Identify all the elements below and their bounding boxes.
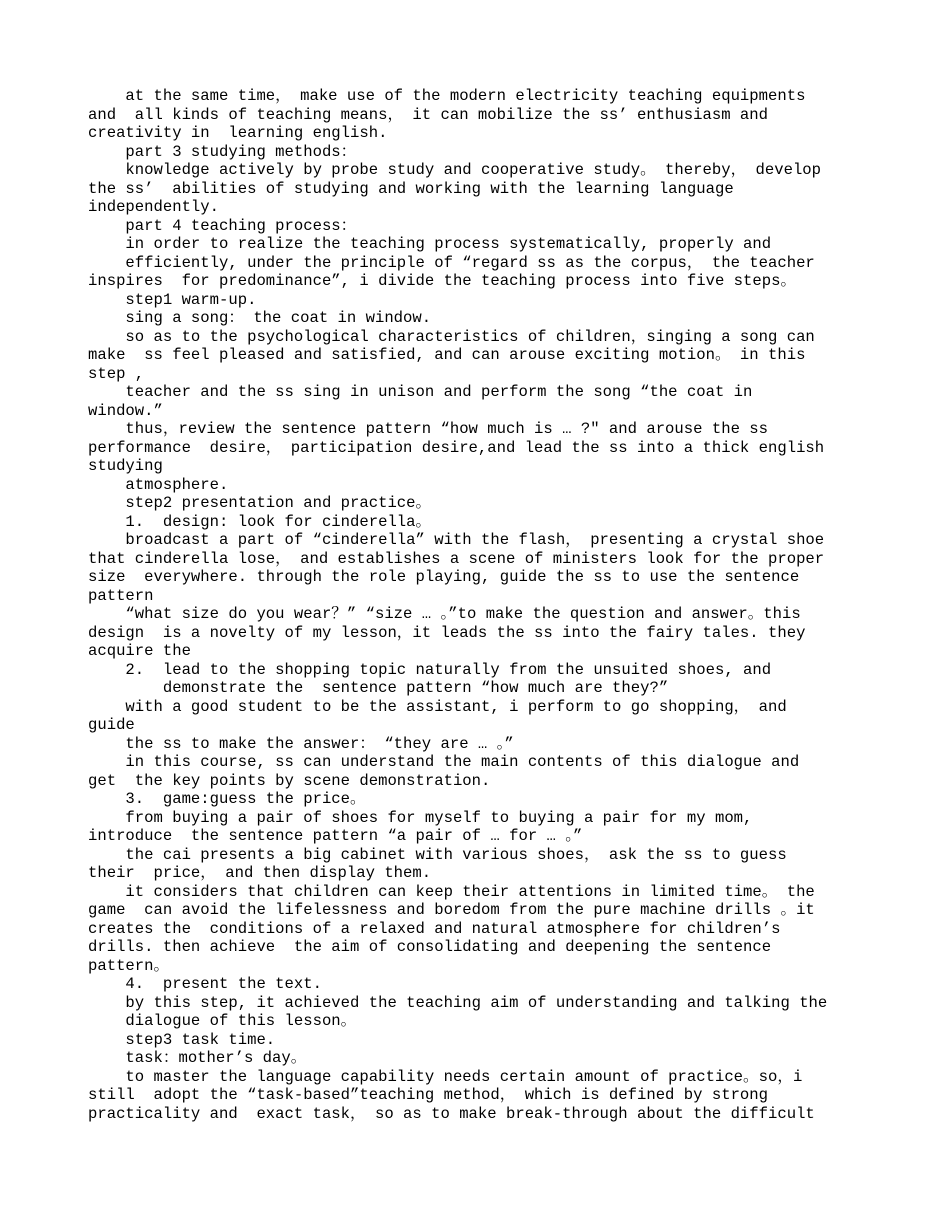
text-line: practicality and exact task， so as to make break-through about the difficult [88,1104,815,1123]
text-line: 2. lead to the shopping topic naturally from the unsuited shoes, and [88,660,772,679]
text-line: sing a song： the coat in window. [88,309,432,327]
text-line: in this course, ss can understand the main contents of this dialogue and [88,753,800,771]
text-line: still adopt the “task-based”teaching method， which is defined by strong [88,1086,768,1104]
text-line: “what size do you wear？” “size … 。”to make the question and answer。this [88,605,801,623]
text-line: atmosphere. [88,475,229,494]
text-line: size everywhere. through the role playing, guide the ss to use the sentence [88,568,800,586]
text-line: part 4 teaching process： [88,216,357,235]
text-line: in order to realize the teaching process systematically, properly and [88,235,772,253]
text-line: with a good student to be the assistant, i perform to go shopping， and [88,697,787,716]
text-line: knowledge actively by probe study and cooperative study。 thereby， develop [88,161,822,179]
text-line: get the key points by scene demonstration. [88,771,491,790]
text-line: 1. design: look for cinderella。 [88,512,432,531]
text-line: creates the conditions of a relaxed and natural atmosphere for children’s [88,919,781,938]
text-line: efficiently, under the principle of “regard ss as the corpus， the teacher [88,253,815,272]
text-line: creativity in learning english. [88,124,388,142]
text-line: step1 warm-up. [88,290,257,309]
text-line: drills. then achieve the aim of consolidating and deepening the sentence [88,938,772,956]
text-line: pattern [88,586,154,605]
text-line: to master the language capability needs certain amount of practice。so，i [88,1067,803,1086]
text-line: make ss feel pleased and satisfied, and can arouse exciting motion。 in this [88,346,806,364]
text-line: step3 task time. [88,1030,276,1049]
text-line: studying [88,457,163,475]
text-line: 4. present the text. [88,975,322,993]
text-line: broadcast a part of “cinderella” with the flash， presenting a crystal shoe [88,531,825,549]
text-line: that cinderella lose， and establishes a scene of ministers look for the proper [88,549,825,568]
text-line: independently. [88,198,220,216]
text-line: teacher and the ss sing in unison and perform the song “the coat in [88,383,753,401]
text-line: and all kinds of teaching means， it can mobilize the ss’ enthusiasm and [88,105,768,124]
text-line: step2 presentation and practice。 [88,494,432,512]
text-line: inspires for predominance”, i divide the teaching process into five steps。 [88,272,797,290]
text-line: performance desire， participation desire,and lead the ss into a thick english [88,438,825,457]
text-line: their price， and then display them. [88,864,432,882]
text-line: from buying a pair of shoes for myself to buying a pair for my mom, [88,808,753,827]
text-line: by this step, it achieved the teaching aim of understanding and talking the [88,993,828,1012]
text-line: guide [88,716,135,734]
text-line: part 3 studying methods： [88,142,357,161]
text-line: demonstrate the sentence pattern “how much are they?” [88,679,669,697]
text-line: at the same time， make use of the modern electricity teaching equipments [88,87,806,105]
text-line: pattern。 [88,956,170,975]
text-line: design is a novelty of my lesson，it leads the ss into the fairy tales. they [88,623,806,642]
text-line: introduce the sentence pattern “a pair of … for … 。” [88,827,583,845]
text-line: it considers that children can keep their attentions in limited time。 the [88,882,815,901]
document-body [88,87,868,1123]
text-line: task：mother’s day。 [88,1049,307,1067]
text-line: the cai presents a big cabinet with various shoes， ask the ss to guess [88,845,787,864]
text-line: the ss’ abilities of studying and working with the learning language [88,179,734,198]
text-line: the ss to make the answer： “they are … 。” [88,734,514,753]
text-line: window.” [88,401,163,420]
text-line: 3. game:guess the price。 [88,790,366,808]
text-line: game can avoid the lifelessness and boredom from the pure machine drills 。it [88,901,815,919]
text-line: dialogue of this lesson。 [88,1012,357,1030]
text-line: step , [88,364,145,383]
text-line: acquire the [88,642,191,660]
text-line: so as to the psychological characteristics of children，singing a song can [88,327,815,346]
text-line: thus，review the sentence pattern “how much is … ?" and arouse the ss [88,420,768,438]
